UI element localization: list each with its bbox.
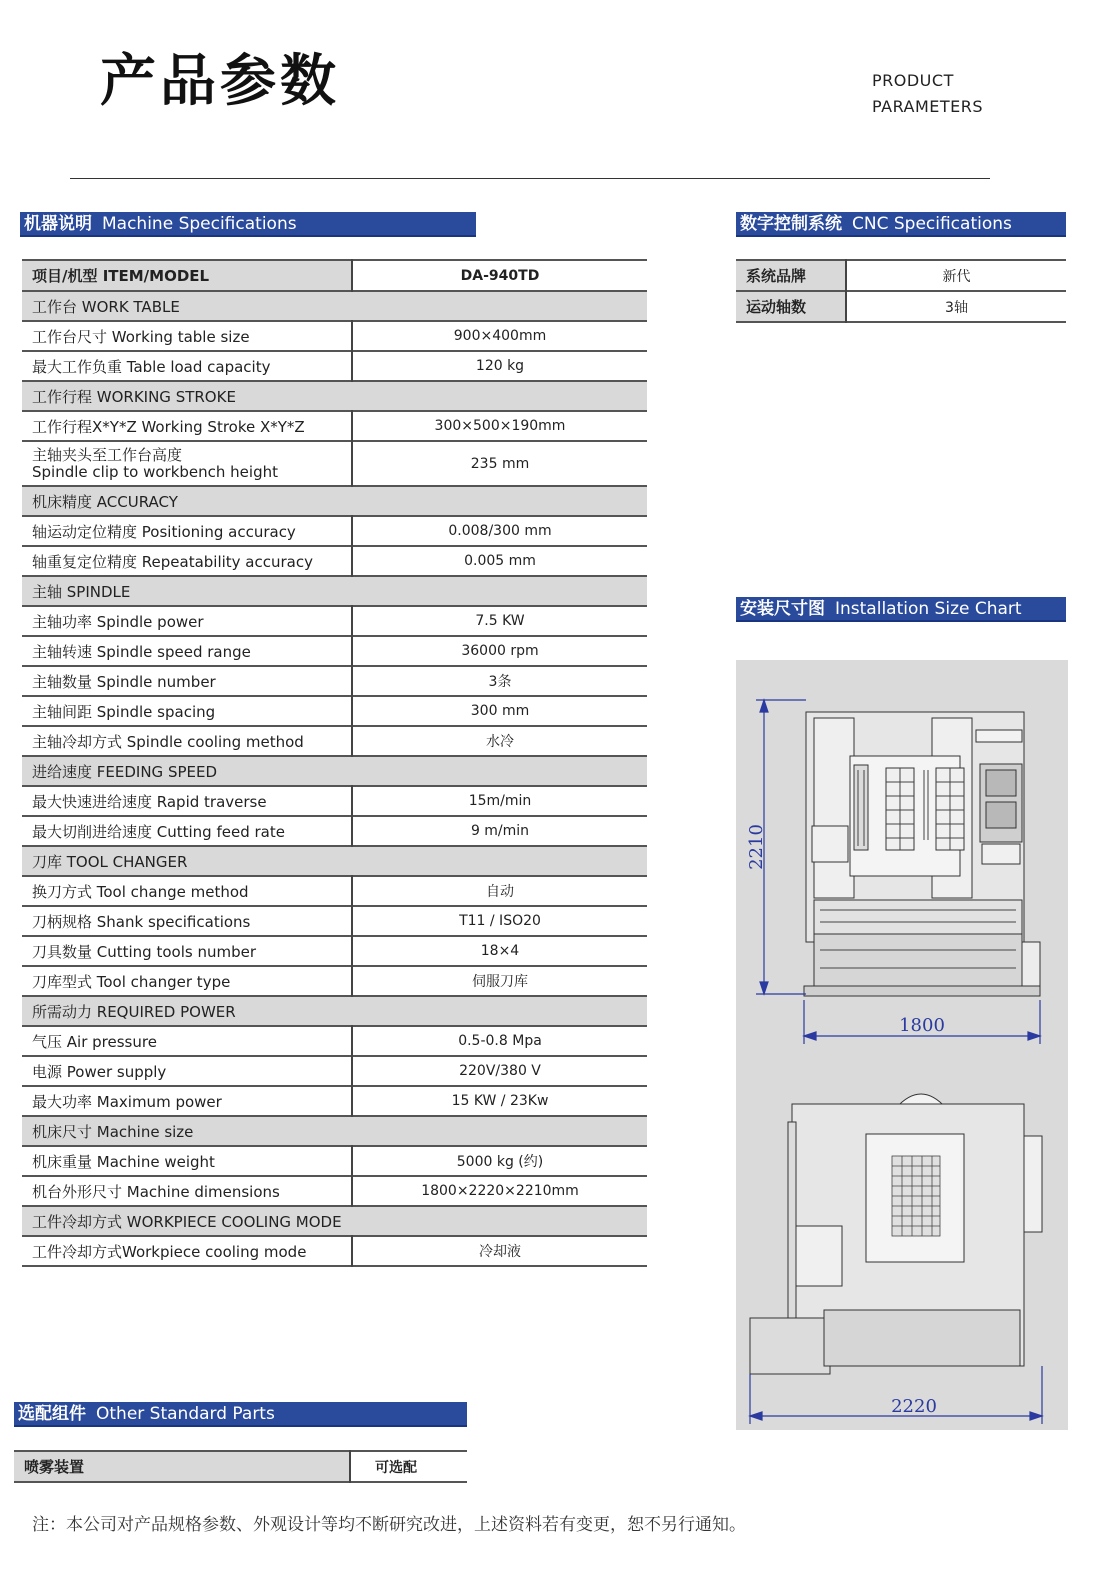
model-value: DA-940TD xyxy=(460,267,540,284)
category-row xyxy=(22,486,647,516)
spec-value: 900×400mm xyxy=(453,328,547,344)
spec-label: 电源 Power supply xyxy=(22,1056,352,1086)
table-header-row xyxy=(22,260,647,291)
table-row xyxy=(22,936,647,966)
category-row xyxy=(22,846,647,876)
spec-label: 机台外形尺寸 Machine dimensions xyxy=(22,1176,352,1206)
table-row xyxy=(22,606,647,636)
table-row xyxy=(22,516,647,546)
spec-label-line-2: Spindle clip to workbench height xyxy=(32,462,278,481)
other-parts-title-en: Other Standard Parts xyxy=(96,1404,275,1424)
table-row xyxy=(22,726,647,756)
category-row xyxy=(22,381,647,411)
spec-value: 1800×2220×2210mm xyxy=(421,1183,579,1199)
spec-label-line-1: 主轴夹头至工作台高度 xyxy=(32,445,183,464)
category-label: 工作台 WORK TABLE xyxy=(22,291,647,321)
category-label: 工作行程 WORKING STROKE xyxy=(22,381,647,411)
spec-value: 0.5-0.8 Mpa xyxy=(458,1033,542,1049)
category-row xyxy=(22,1206,647,1236)
category-row xyxy=(22,291,647,321)
table-row xyxy=(22,546,647,576)
machine-specs-title-en: Machine Specifications xyxy=(102,214,297,234)
front-width-dimension-label: 1800 xyxy=(899,1015,945,1036)
spec-value: 5000 kg (约) xyxy=(456,1154,544,1170)
spec-value: 3条 xyxy=(488,674,512,690)
spec-label: 主轴数量 Spindle number xyxy=(22,666,352,696)
cnc-specs-title-zh: 数字控制系统 xyxy=(740,214,842,234)
spec-label: 主轴冷却方式 Spindle cooling method xyxy=(22,726,352,756)
table-row xyxy=(22,816,647,846)
category-row xyxy=(22,996,647,1026)
spec-label: 刀库型式 Tool changer type xyxy=(22,966,352,996)
other-parts-title-zh: 选配组件 xyxy=(18,1404,86,1424)
table-row xyxy=(22,966,647,996)
item-model-label: 项目/机型 ITEM/MODEL xyxy=(22,260,352,291)
cnc-specs-title-en: CNC Specifications xyxy=(852,214,1012,234)
spec-label: 主轴间距 Spindle spacing xyxy=(22,696,352,726)
spec-value: 9 m/min xyxy=(470,823,530,839)
spec-value: 15 KW / 23Kw xyxy=(451,1093,549,1109)
table-row xyxy=(22,636,647,666)
spec-label: 工作台尺寸 Working table size xyxy=(22,321,352,351)
table-row xyxy=(22,1236,647,1266)
spec-value: 220V/380 V xyxy=(459,1063,541,1079)
spec-label: 机床重量 Machine weight xyxy=(22,1146,352,1176)
spec-label: 主轴转速 Spindle speed range xyxy=(22,636,352,666)
spec-value: 15m/min xyxy=(468,793,532,809)
spec-value: 伺服刀库 xyxy=(472,974,528,990)
category-label: 进给速度 FEEDING SPEED xyxy=(22,756,647,786)
spec-value: 300×500×190mm xyxy=(434,418,566,434)
spec-value: 0.005 mm xyxy=(464,553,536,569)
spec-value: 300 mm xyxy=(470,703,530,719)
table-row xyxy=(22,666,647,696)
table-row xyxy=(22,1056,647,1086)
spec-label: 最大切削进给速度 Cutting feed rate xyxy=(22,816,352,846)
front-view-machine xyxy=(804,712,1040,996)
spec-value: 水冷 xyxy=(486,734,514,750)
installation-drawing xyxy=(736,660,1068,1430)
table-row xyxy=(22,321,647,351)
table-row xyxy=(22,441,647,486)
spec-label: 刀具数量 Cutting tools number xyxy=(22,936,352,966)
table-row xyxy=(22,1176,647,1206)
table-row xyxy=(736,260,1066,291)
spec-value: 235 mm xyxy=(470,455,530,472)
spec-value: 0.008/300 mm xyxy=(448,523,552,539)
cnc-spec-table xyxy=(736,259,1066,323)
table-row xyxy=(22,351,647,381)
spec-value: 120 kg xyxy=(475,358,525,374)
spray-device-value: 可选配 xyxy=(375,1459,417,1476)
spec-label: 换刀方式 Tool change method xyxy=(22,876,352,906)
side-depth-dimension-label: 2220 xyxy=(891,1396,937,1417)
other-parts-table xyxy=(14,1450,467,1483)
spec-label: 最大功率 Maximum power xyxy=(22,1086,352,1116)
category-row xyxy=(22,756,647,786)
machine-spec-table-body xyxy=(22,260,647,1266)
spec-label: 工件冷却方式Workpiece cooling mode xyxy=(22,1236,352,1266)
footnote: 注：本公司对产品规格参数、外观设计等均不断研究改进，上述资料若有变更，恕不另行通知。 xyxy=(32,1515,746,1535)
cnc-axes-label: 运动轴数 xyxy=(736,291,846,322)
category-label: 刀库 TOOL CHANGER xyxy=(22,846,647,876)
spec-value: T11 / ISO20 xyxy=(459,913,541,929)
header-divider xyxy=(70,178,990,179)
installation-section-bar xyxy=(736,597,1066,622)
other-parts-section-bar xyxy=(14,1402,467,1427)
spec-value: 冷却液 xyxy=(479,1244,521,1260)
subtitle-line-2: PARAMETERS xyxy=(872,97,984,116)
spec-label: 刀柄规格 Shank specifications xyxy=(22,906,352,936)
category-row xyxy=(22,1116,647,1146)
spec-label: 最大快速进给速度 Rapid traverse xyxy=(22,786,352,816)
machine-spec-table xyxy=(22,259,647,1267)
spec-label: 气压 Air pressure xyxy=(22,1026,352,1056)
table-row xyxy=(14,1451,467,1482)
side-view-keypad xyxy=(892,1156,940,1236)
table-row xyxy=(22,1146,647,1176)
spec-label: 轴重复定位精度 Repeatability accuracy xyxy=(22,546,352,576)
category-label: 所需动力 REQUIRED POWER xyxy=(22,996,647,1026)
spec-value: 18×4 xyxy=(480,943,520,959)
height-dimension-label: 2210 xyxy=(746,824,767,870)
table-row xyxy=(22,876,647,906)
cnc-specs-section-bar xyxy=(736,212,1066,237)
cnc-brand-value: 新代 xyxy=(942,268,971,285)
cnc-axes-value: 3轴 xyxy=(945,299,968,316)
installation-drawing-panel xyxy=(736,660,1068,1430)
machine-specs-title-zh: 机器说明 xyxy=(24,214,92,234)
spec-label: 最大工作负重 Table load capacity xyxy=(22,351,352,381)
spec-label: 工作行程X*Y*Z Working Stroke X*Y*Z xyxy=(22,411,352,441)
spec-value: 36000 rpm xyxy=(461,643,539,659)
table-row xyxy=(22,696,647,726)
category-label: 主轴 SPINDLE xyxy=(22,576,647,606)
spec-label: 主轴功率 Spindle power xyxy=(22,606,352,636)
spec-label xyxy=(22,441,352,486)
spec-label: 轴运动定位精度 Positioning accuracy xyxy=(22,516,352,546)
installation-title-zh: 安装尺寸图 xyxy=(740,599,825,619)
page-title: 产品参数 xyxy=(100,49,340,114)
page-subtitle xyxy=(872,68,983,120)
table-row xyxy=(22,1086,647,1116)
table-row xyxy=(22,1026,647,1056)
spray-device-label: 喷雾装置 xyxy=(14,1451,350,1482)
table-row xyxy=(22,411,647,441)
category-label: 机床精度 ACCURACY xyxy=(22,486,647,516)
spec-value: 7.5 KW xyxy=(475,613,525,629)
category-label: 工件冷却方式 WORKPIECE COOLING MODE xyxy=(22,1206,647,1236)
table-row xyxy=(22,906,647,936)
spec-value: 自动 xyxy=(486,884,514,900)
category-label: 机床尺寸 Machine size xyxy=(22,1116,647,1146)
subtitle-line-1: PRODUCT xyxy=(872,71,954,90)
table-row xyxy=(22,786,647,816)
category-row xyxy=(22,576,647,606)
cnc-brand-label: 系统品牌 xyxy=(736,260,846,291)
installation-title-en: Installation Size Chart xyxy=(835,599,1022,619)
machine-specs-section-bar xyxy=(20,212,476,237)
table-row xyxy=(736,291,1066,322)
